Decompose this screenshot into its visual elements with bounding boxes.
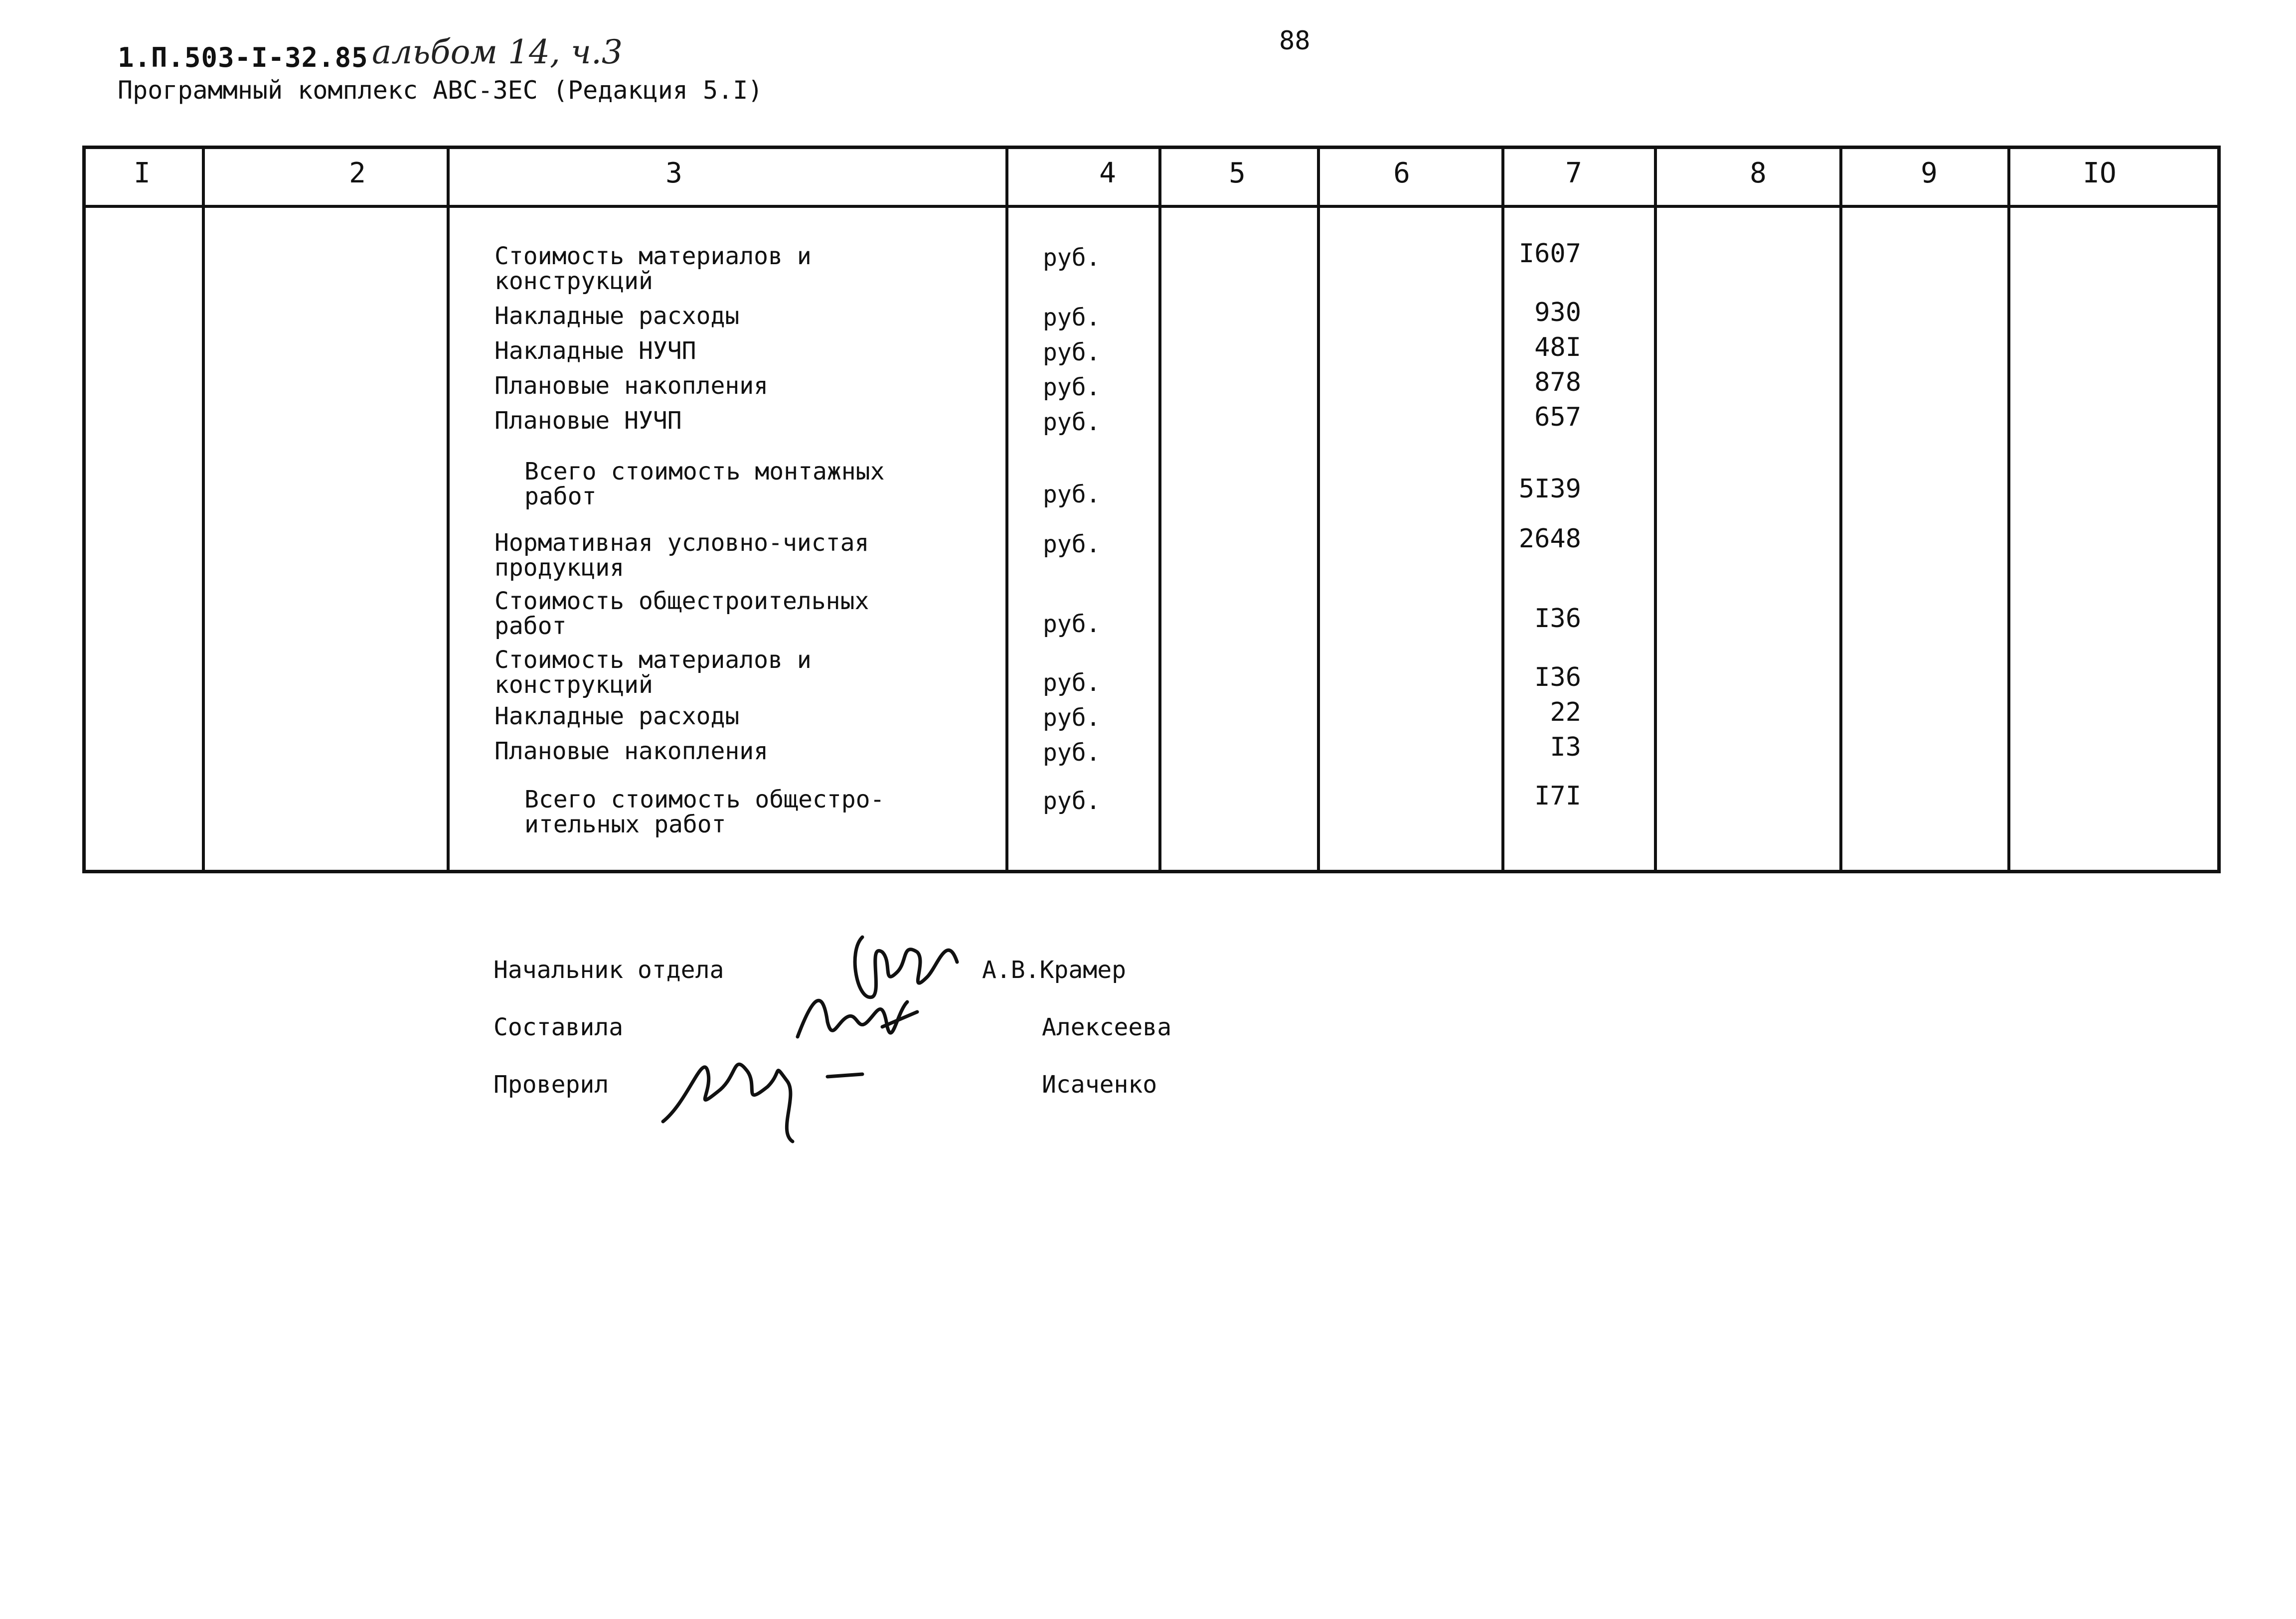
signoff-role-head: Начальник отдела bbox=[493, 956, 724, 984]
row-value: I7I bbox=[1534, 781, 1581, 811]
signoff-name-head: А.В.Крамер bbox=[982, 956, 1126, 984]
row-label: Стоимость материалов и конструкций bbox=[494, 242, 812, 295]
document-code: 1.П.503-I-32.85 bbox=[118, 42, 368, 73]
header-divider bbox=[86, 205, 2217, 208]
row-value: 22 bbox=[1550, 697, 1581, 727]
row-label: Накладные НУЧП bbox=[494, 337, 696, 365]
page-number: 88 bbox=[1279, 26, 1311, 56]
row-label: Накладные расходы bbox=[494, 702, 740, 730]
row-value: 48I bbox=[1534, 332, 1581, 362]
row-unit: руб. bbox=[1043, 787, 1101, 815]
signoff-name-compiled: Алексеева bbox=[1042, 1013, 1172, 1041]
column-header-6: 6 bbox=[1393, 157, 1410, 189]
row-label: Стоимость материалов и конструкций bbox=[494, 646, 812, 699]
signoff-role-checked: Проверил bbox=[493, 1071, 609, 1099]
column-header-1: I bbox=[134, 157, 151, 189]
row-label: Накладные расходы bbox=[494, 302, 740, 330]
signoff-role-compiled: Составила bbox=[493, 1013, 624, 1041]
column-header-3: 3 bbox=[665, 157, 682, 189]
row-label: Всего стоимость монтажных работ bbox=[524, 458, 885, 510]
row-value: I36 bbox=[1534, 662, 1581, 692]
column-divider bbox=[2007, 149, 2010, 870]
row-unit: руб. bbox=[1043, 669, 1101, 697]
row-label: Стоимость общестроительных работ bbox=[494, 587, 869, 640]
column-header-2: 2 bbox=[349, 157, 366, 189]
row-label: Плановые накопления bbox=[494, 372, 769, 400]
row-unit: руб. bbox=[1043, 373, 1101, 401]
row-value: I3 bbox=[1550, 732, 1581, 762]
row-unit: руб. bbox=[1043, 304, 1101, 331]
column-header-7: 7 bbox=[1565, 157, 1582, 189]
column-header-4: 4 bbox=[1099, 157, 1116, 189]
row-value: 878 bbox=[1534, 367, 1581, 397]
column-divider bbox=[447, 149, 450, 870]
column-header-10: IO bbox=[2083, 157, 2117, 189]
column-divider bbox=[1654, 149, 1657, 870]
cost-table bbox=[82, 146, 2221, 873]
row-value: 5I39 bbox=[1518, 474, 1581, 504]
row-label: Плановые НУЧП bbox=[494, 407, 682, 435]
handwritten-album-note: альбом 14, ч.3 bbox=[372, 33, 623, 71]
row-label: Плановые накопления bbox=[494, 737, 769, 765]
row-value: 930 bbox=[1534, 298, 1581, 327]
column-header-5: 5 bbox=[1229, 157, 1246, 189]
signature-checked bbox=[663, 1064, 862, 1141]
handwritten-signatures bbox=[648, 922, 997, 1151]
program-line: Программный комплекс АВС-3ЕС (Редакция 5.I) bbox=[118, 76, 763, 105]
signoff-name-checked: Исаченко bbox=[1042, 1071, 1157, 1099]
row-value: I607 bbox=[1518, 239, 1581, 269]
row-unit: руб. bbox=[1043, 408, 1101, 436]
row-value: 657 bbox=[1534, 402, 1581, 432]
column-divider bbox=[1158, 149, 1161, 870]
column-header-9: 9 bbox=[1921, 157, 1938, 189]
column-divider bbox=[1317, 149, 1320, 870]
row-unit: руб. bbox=[1043, 610, 1101, 638]
row-label: Всего стоимость общестро- ительных работ bbox=[524, 786, 885, 838]
row-unit: руб. bbox=[1043, 244, 1101, 272]
column-divider bbox=[1005, 149, 1008, 870]
column-divider bbox=[1839, 149, 1842, 870]
row-value: I36 bbox=[1534, 604, 1581, 634]
row-unit: руб. bbox=[1043, 530, 1101, 558]
column-header-8: 8 bbox=[1750, 157, 1767, 189]
row-unit: руб. bbox=[1043, 739, 1101, 767]
signature-head bbox=[855, 937, 957, 997]
row-label: Нормативная условно-чистая продукция bbox=[494, 529, 869, 582]
row-unit: руб. bbox=[1043, 338, 1101, 366]
signature-compiled bbox=[798, 1000, 917, 1037]
row-unit: руб. bbox=[1043, 481, 1101, 508]
row-unit: руб. bbox=[1043, 704, 1101, 732]
row-value: 2648 bbox=[1518, 524, 1581, 554]
column-divider bbox=[202, 149, 205, 870]
